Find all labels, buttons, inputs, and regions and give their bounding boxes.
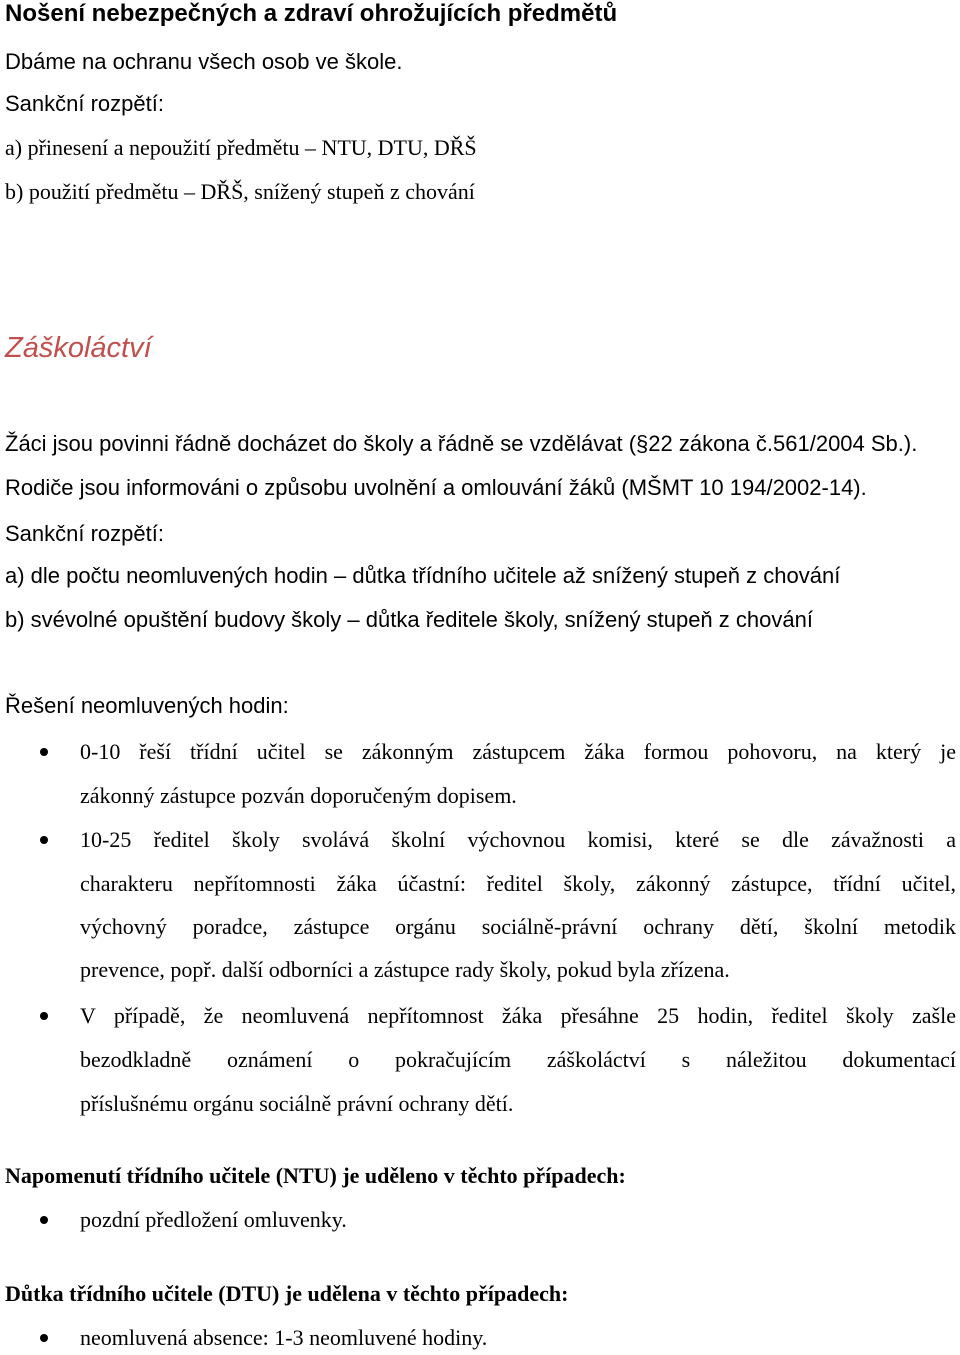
bullet-3-line-1: V případě, že neomluvená nepřítomnost žáka přesáhne 25 hodin, ředitel školy zašle xyxy=(80,1003,956,1028)
bullet-2-line-1: 10-25 ředitel školy svolává školní výchovnou komisi, které se dle závažnosti a xyxy=(80,827,956,852)
dtu-heading: Důtka třídního učitele (DTU) je udělena v těchto případech: xyxy=(5,1281,569,1306)
bullet-icon xyxy=(40,836,48,844)
ntu-item-1: pozdní předložení omluvenky. xyxy=(80,1207,347,1232)
sanction-range-label-2: Sankční rozpětí: xyxy=(5,521,164,546)
bullet-icon xyxy=(40,1216,48,1224)
paragraph-obligation: Žáci jsou povinni řádně docházet do školy a řádně se vzdělávat (§22 zákona č.561/2004 Sb.). xyxy=(5,431,918,456)
sanction-range-label: Sankční rozpětí: xyxy=(5,91,164,116)
bullet-icon xyxy=(40,1012,48,1020)
bullet-icon xyxy=(40,748,48,756)
dtu-item-1: neomluvená absence: 1-3 neomluvené hodiny. xyxy=(80,1325,488,1350)
solution-heading: Řešení neomluvených hodin: xyxy=(5,693,289,718)
bullet-2-line-3: výchovný poradce, zástupce orgánu sociálně-právní ochrany dětí, školní metodik xyxy=(80,914,956,939)
paragraph-protection: Dbáme na ochranu všech osob ve škole. xyxy=(5,49,403,74)
bullet-2-line-4: prevence, popř. další odborníci a zástupce rady školy, pokud byla zřízena. xyxy=(80,957,730,982)
paragraph-parents-informed: Rodiče jsou informováni o způsobu uvolnění a omlouvání žáků (MŠMT 10 194/2002-14). xyxy=(5,475,867,500)
sanction-item-b: b) použití předmětu – DŘŠ, snížený stupeň z chování xyxy=(5,179,475,204)
truancy-sanction-a: a) dle počtu neomluvených hodin – důtka třídního učitele až snížený stupeň z chování xyxy=(5,563,841,588)
bullet-3-line-3: příslušnému orgánu sociálně právní ochrany dětí. xyxy=(80,1091,514,1116)
bullet-1-line-1: 0-10 řeší třídní učitel se zákonným zástupcem žáka formou pohovoru, na který je xyxy=(80,739,956,764)
sanction-item-a: a) přinesení a nepoužití předmětu – NTU, DTU, DŘŠ xyxy=(5,135,477,160)
bullet-3-line-2: bezodkladně oznámení o pokračujícím záškoláctví s náležitou dokumentací xyxy=(80,1047,956,1072)
ntu-heading: Napomenutí třídního učitele (NTU) je uděleno v těchto případech: xyxy=(5,1163,626,1188)
truancy-sanction-b: b) svévolné opuštění budovy školy – důtka ředitele školy, snížený stupeň z chování xyxy=(5,607,813,632)
section-title-truancy: Záškoláctví xyxy=(5,332,152,364)
bullet-1-line-2: zákonný zástupce pozván doporučeným dopisem. xyxy=(80,783,517,808)
section-title-dangerous-items: Nošení nebezpečných a zdraví ohrožujících předmětů xyxy=(5,0,618,27)
bullet-icon xyxy=(40,1334,48,1342)
bullet-2-line-2: charakteru nepřítomnosti žáka účastní: ředitel školy, zákonný zástupce, třídní učitel, xyxy=(80,871,956,896)
